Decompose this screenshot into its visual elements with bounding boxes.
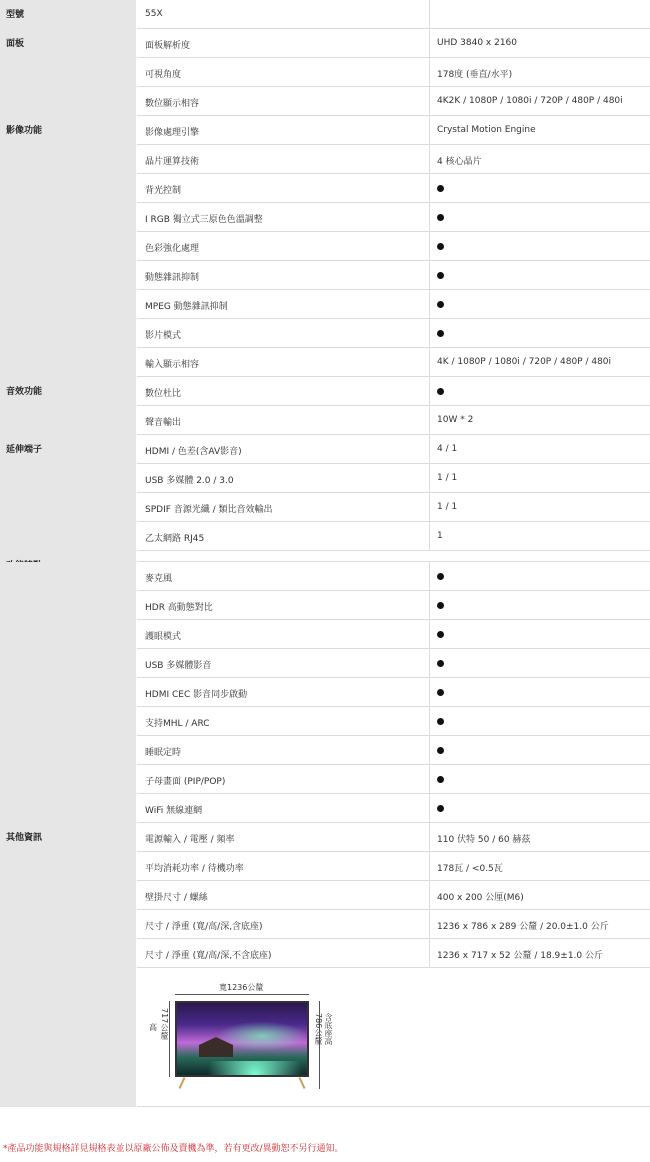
spec-row [0, 736, 650, 765]
spec-row [0, 435, 650, 464]
spec-value [430, 736, 650, 764]
spec-value [430, 174, 650, 202]
spec-row [0, 620, 650, 649]
height-with-stand-label: 含底座高 [324, 1013, 333, 1045]
spec-label: 聲音輸出 [137, 406, 430, 434]
spec-label: WiFi 無線連網 [137, 794, 430, 822]
spec-label: HDR 高動態對比 [137, 591, 430, 619]
spec-row [0, 29, 650, 58]
spec-label: HDMI CEC 影音同步啟動 [137, 678, 430, 706]
category-label [0, 591, 137, 620]
spec-value [430, 319, 650, 347]
spec-label: USB 多媒體影音 [137, 649, 430, 677]
supported-dot-icon [437, 631, 444, 638]
spec-value [430, 707, 650, 735]
supported-dot-icon [437, 243, 444, 250]
spec-label: 尺寸 / 淨重 (寬/高/深,不含底座) [137, 939, 430, 967]
spec-row [0, 232, 650, 261]
spec-value: 4K / 1080P / 1080i / 720P / 480P / 480i [437, 357, 612, 367]
spec-value: 178度 (垂直/水平) [437, 70, 513, 80]
category-label [0, 794, 137, 823]
spec-label: HDMI / 色差(含AV影音) [137, 435, 430, 463]
category-label [0, 910, 137, 939]
spec-label: 睡眠定時 [137, 736, 430, 764]
spec-label: 影片模式 [137, 319, 430, 347]
tv-image [175, 1001, 309, 1077]
spec-row [0, 116, 650, 145]
category-label: 影像功能 [0, 116, 137, 145]
spec-label: SPDIF 音源光纖 / 類比音效輸出 [137, 493, 430, 521]
category-label [0, 261, 137, 290]
spec-label: 色彩強化處理 [137, 232, 430, 260]
spec-value [430, 678, 650, 706]
supported-dot-icon [437, 602, 444, 609]
spec-value: 1236 x 717 x 52 公釐 / 18.9±1.0 公斤 [437, 951, 603, 961]
spec-row [0, 823, 650, 852]
height-dimension-line [169, 1001, 170, 1077]
spec-row [0, 910, 650, 939]
spec-label: 影像處理引擎 [137, 116, 430, 144]
category-label [0, 348, 137, 377]
dimension-diagram-row [0, 968, 650, 1107]
supported-dot-icon [437, 718, 444, 725]
spec-label: MPEG 動態雜訊抑制 [137, 290, 430, 318]
spec-value [430, 203, 650, 231]
spec-label: 背光控制 [137, 174, 430, 202]
category-label [0, 319, 137, 348]
category-label: 其他資訊 [0, 823, 137, 852]
category-label [0, 881, 137, 910]
spec-row [0, 87, 650, 116]
category-label [0, 678, 137, 707]
section-spacer [0, 551, 650, 562]
spec-label: 乙太網路 RJ45 [137, 522, 430, 550]
spec-value [430, 261, 650, 289]
spec-row [0, 939, 650, 968]
category-label [0, 522, 137, 551]
supported-dot-icon [437, 330, 444, 337]
spec-value: 4 核心晶片 [437, 157, 482, 167]
spec-value: 1 / 1 [437, 473, 458, 483]
spec-row [0, 678, 650, 707]
height-with-stand-value: 786公釐 [314, 1013, 323, 1045]
spec-value [430, 591, 650, 619]
category-label: 型號 [0, 0, 137, 29]
spec-value: 4K2K / 1080P / 1080i / 720P / 480P / 480i [437, 96, 623, 106]
supported-dot-icon [437, 185, 444, 192]
category-label [0, 562, 137, 591]
spec-row [0, 377, 650, 406]
spec-row [0, 794, 650, 823]
footnote: *產品功能與規格詳見規格表並以原廠公佈及賣機為準，若有更改/異動恕不另行通知。 [3, 1144, 344, 1154]
spec-row [0, 852, 650, 881]
supported-dot-icon [437, 573, 444, 580]
category-label [0, 145, 137, 174]
category-label [0, 58, 137, 87]
spec-label: 數位杜比 [137, 377, 430, 405]
spec-label: 電源輸入 / 電壓 / 頻率 [137, 823, 430, 851]
category-label [0, 968, 137, 1107]
spec-value: UHD 3840 x 2160 [437, 38, 518, 48]
category-label: 延伸端子 [0, 435, 137, 464]
category-label [0, 551, 137, 562]
spec-value [430, 0, 650, 28]
spec-value: Crystal Motion Engine [437, 125, 536, 135]
spec-row [0, 319, 650, 348]
category-label: 音效功能 [0, 377, 137, 406]
supported-dot-icon [437, 301, 444, 308]
spec-value: 110 伏特 50 / 60 赫茲 [437, 835, 531, 845]
category-label [0, 649, 137, 678]
supported-dot-icon [437, 776, 444, 783]
spec-row [0, 174, 650, 203]
spec-value: 1236 x 786 x 289 公釐 / 20.0±1.0 公斤 [437, 922, 609, 932]
spec-label: 輸入顯示相容 [137, 348, 430, 376]
spec-label: 晶片運算技術 [137, 145, 430, 173]
spec-label: 可視角度 [137, 58, 430, 86]
tv-stand-leg [179, 1077, 186, 1089]
supported-dot-icon [437, 660, 444, 667]
category-label [0, 87, 137, 116]
spec-value: 400 x 200 公厘(M6) [437, 893, 524, 903]
spec-row [0, 348, 650, 377]
spec-value [430, 562, 650, 590]
spec-label: 數位顯示相容 [137, 87, 430, 115]
spec-value: 1 [437, 531, 443, 541]
category-label [0, 852, 137, 881]
spec-label: 支持MHL / ARC [137, 707, 430, 735]
category-label [0, 203, 137, 232]
supported-dot-icon [437, 689, 444, 696]
category-label [0, 232, 137, 261]
category-label [0, 620, 137, 649]
spec-row [0, 522, 650, 551]
category-label [0, 493, 137, 522]
spec-label: 護眼模式 [137, 620, 430, 648]
width-label: 寬1236公釐 [219, 983, 264, 992]
spec-row [0, 406, 650, 435]
spec-value [430, 232, 650, 260]
spec-row [0, 290, 650, 319]
category-label [0, 174, 137, 203]
spec-value: 178瓦 / <0.5瓦 [437, 864, 503, 874]
spec-row [0, 493, 650, 522]
spec-row [0, 765, 650, 794]
supported-dot-icon [437, 388, 444, 395]
spec-value: 1 / 1 [437, 502, 458, 512]
category-label [0, 707, 137, 736]
tv-stand-leg [299, 1077, 306, 1089]
spec-value [430, 794, 650, 822]
spec-row [0, 591, 650, 620]
category-label [0, 406, 137, 435]
spec-label: I RGB 獨立式三原色色溫調整 [137, 203, 430, 231]
supported-dot-icon [437, 214, 444, 221]
spec-row [0, 464, 650, 493]
supported-dot-icon [437, 747, 444, 754]
spec-value [430, 620, 650, 648]
spec-row [0, 203, 650, 232]
spec-row [0, 649, 650, 678]
category-label [0, 464, 137, 493]
spec-label: 動態雜訊抑制 [137, 261, 430, 289]
supported-dot-icon [437, 272, 444, 279]
spec-label: 面板解析度 [137, 29, 430, 57]
supported-dot-icon [437, 805, 444, 812]
width-dimension-line [175, 994, 309, 995]
spec-row [0, 145, 650, 174]
height-label: 717公釐 [160, 1008, 169, 1040]
spec-label: 壁掛尺寸 / 螺絲 [137, 881, 430, 909]
height-short-label: 高 [149, 1023, 157, 1032]
spec-label: USB 多媒體 2.0 / 3.0 [137, 464, 430, 492]
category-label [0, 939, 137, 968]
spec-row [0, 0, 650, 29]
spec-label: 55X [137, 0, 430, 28]
category-label [0, 290, 137, 319]
spec-label: 平均消耗功率 / 待機功率 [137, 852, 430, 880]
spec-label: 子母畫面 (PIP/POP) [137, 765, 430, 793]
category-label [0, 736, 137, 765]
spec-value [430, 377, 650, 405]
spec-label: 麥克風 [137, 562, 430, 590]
category-label: 面板 [0, 29, 137, 58]
spec-value [430, 290, 650, 318]
spec-row [0, 58, 650, 87]
spec-row [0, 562, 650, 591]
spec-value [430, 765, 650, 793]
spec-value: 4 / 1 [437, 444, 458, 454]
spec-value [430, 649, 650, 677]
spec-row [0, 261, 650, 290]
spec-row [0, 707, 650, 736]
spec-row [0, 881, 650, 910]
spec-label: 尺寸 / 淨重 (寬/高/深,含底座) [137, 910, 430, 938]
category-label [0, 765, 137, 794]
spec-value: 10W * 2 [437, 415, 474, 425]
dimension-diagram [137, 968, 650, 1107]
